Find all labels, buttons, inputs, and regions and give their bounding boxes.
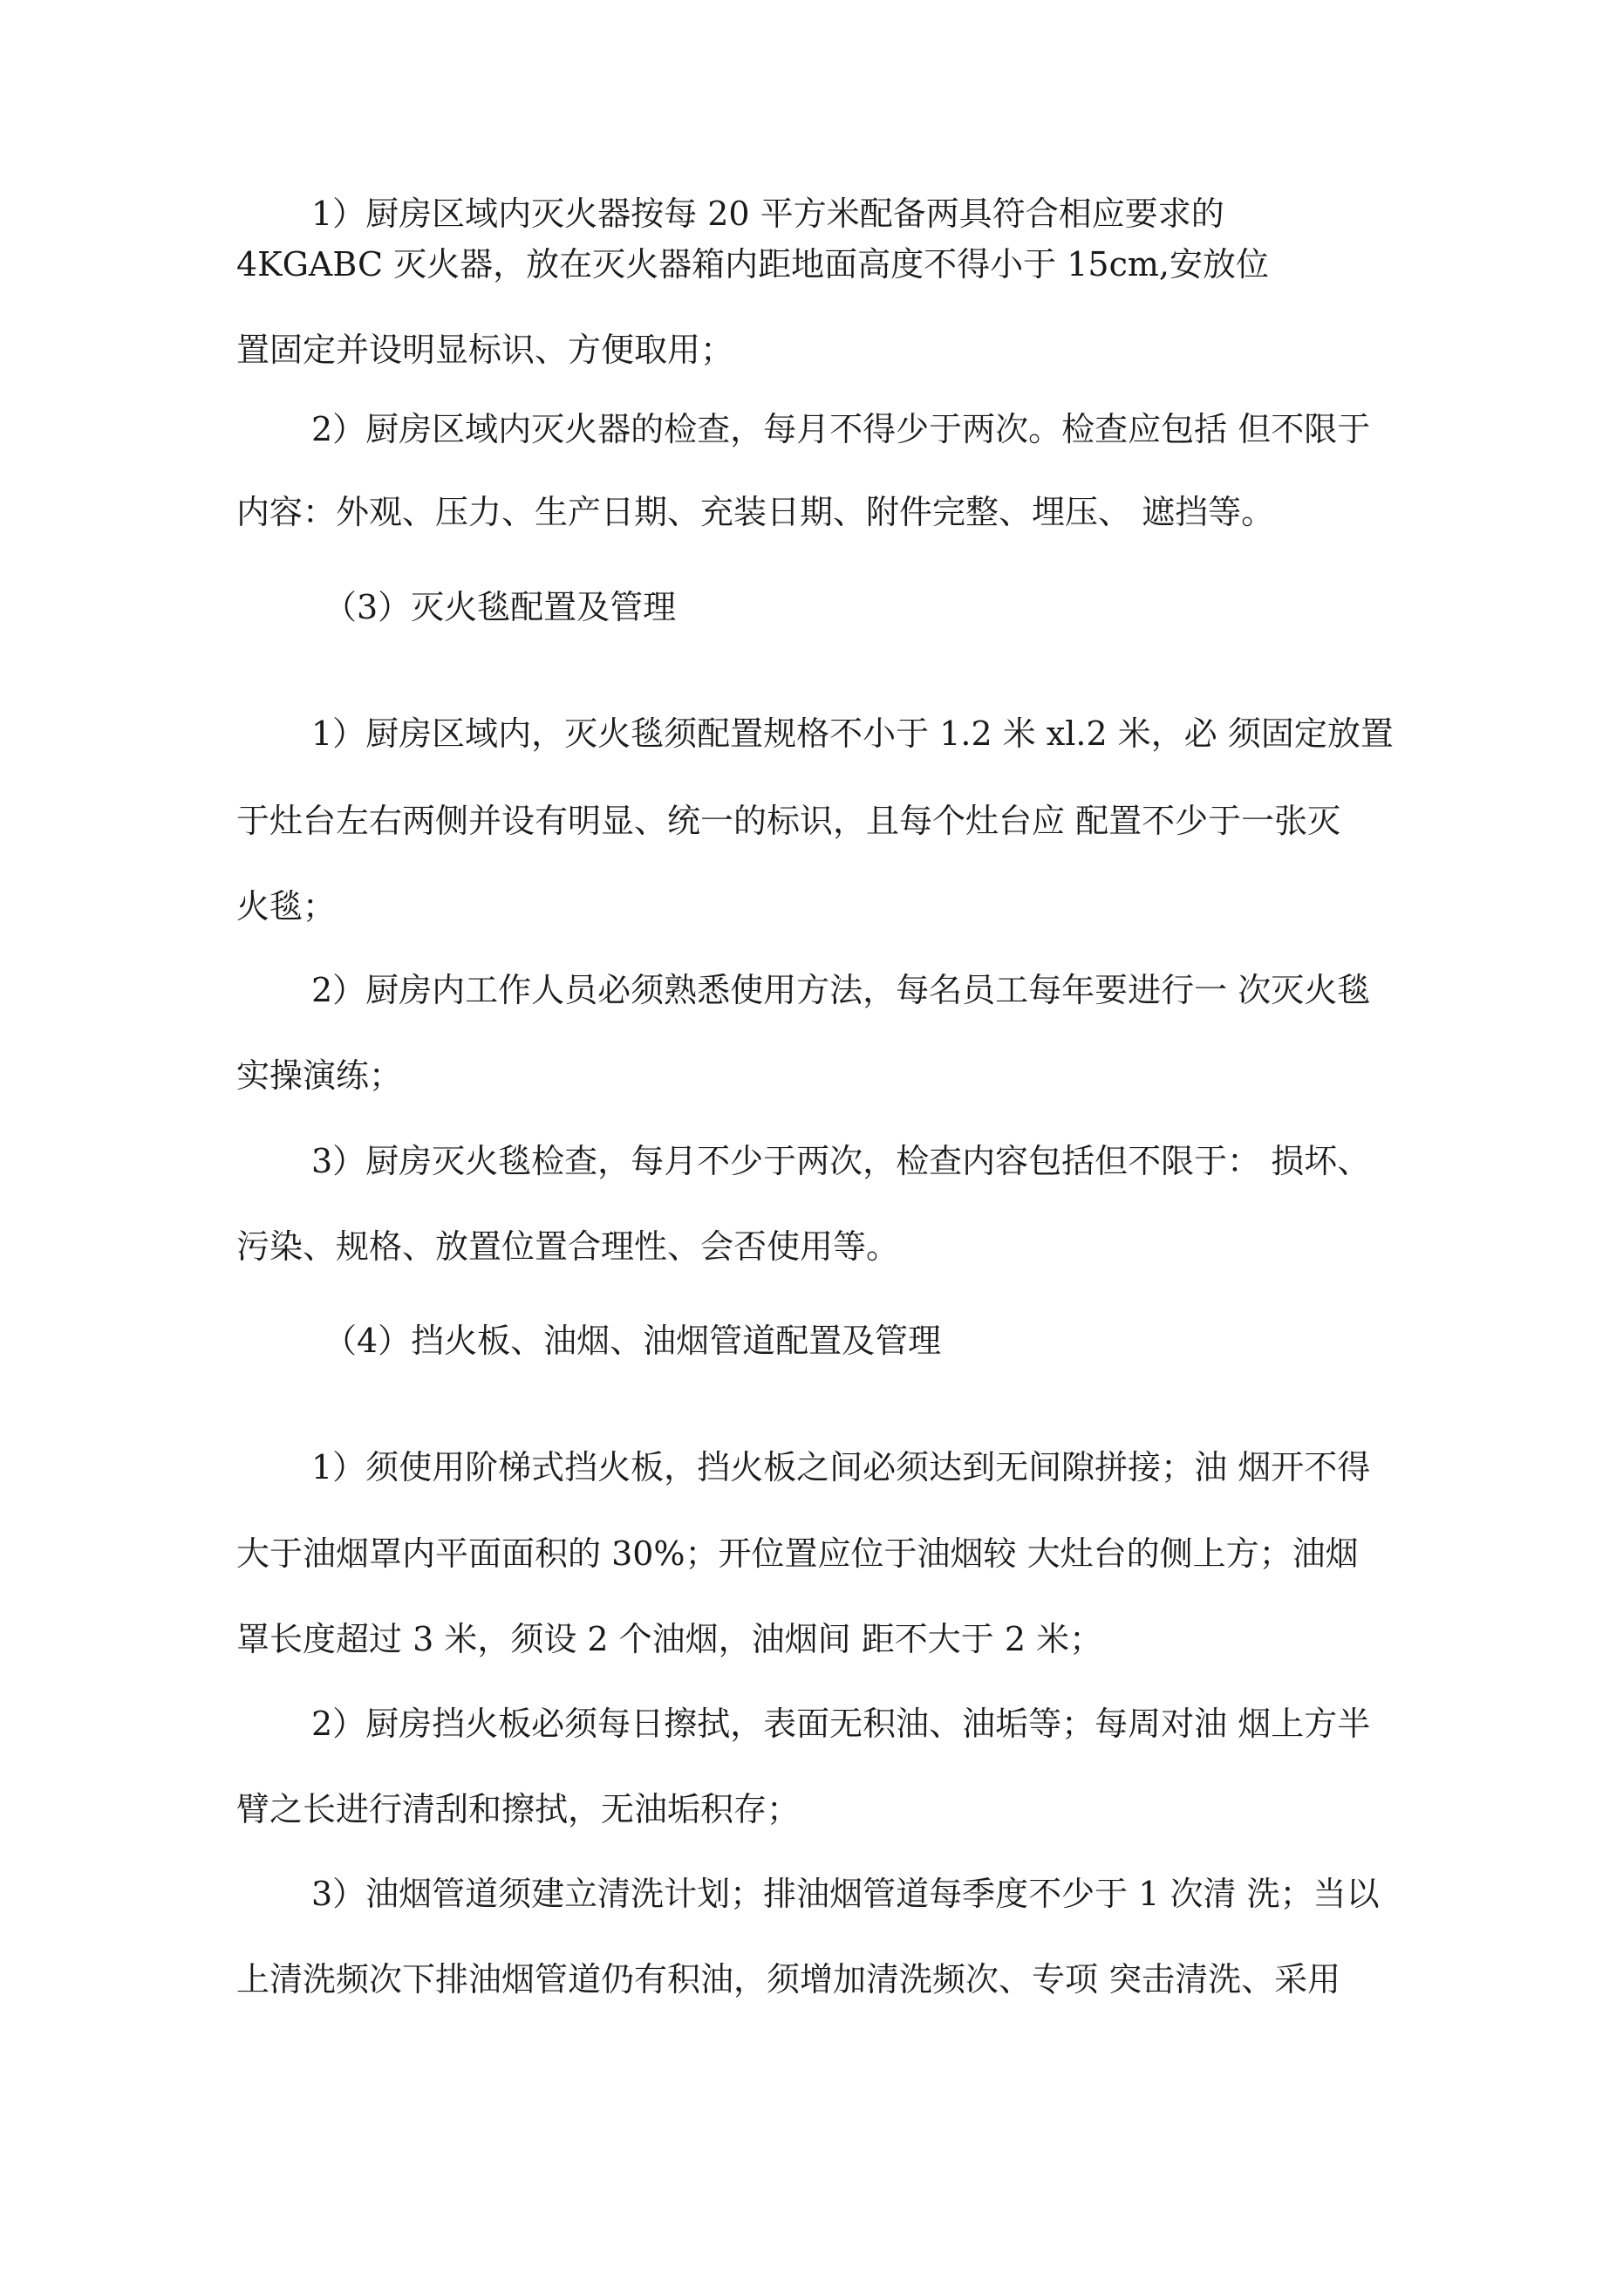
line-19: 臂之长进行清刮和擦拭，无油垢积存； [236,1790,801,1828]
line-16: 大于油烟罩内平面面积的 30%；开位置应位于油烟较 大灶台的侧上方；油烟 [236,1534,1359,1573]
line-5: 内容：外观、压力、生产日期、充装日期、附件完整、埋压、 遮挡等。 [236,493,1275,531]
line-10: 2）厨房内工作人员必须熟悉使用方法，每名员工每年要进行一 次灭火毯 [311,971,1371,1009]
section-heading-3: （3）灭火毯配置及管理 [324,588,677,626]
line-2: 4KGABC 灭火器，放在灭火器箱内距地面高度不得小于 15cm,安放位 [236,245,1269,284]
line-1: 1）厨房区域内灭火器按每 20 平方米配备两具符合相应要求的 [311,195,1224,233]
section-heading-4: （4）挡火板、油烟、油烟管道配置及管理 [324,1322,942,1360]
line-7: 1）厨房区域内，灭火毯须配置规格不小于 1.2 米 xl.2 米，必 须固定放置 [311,714,1394,753]
line-20: 3）油烟管道须建立清洗计划；排油烟管道每季度不少于 1 次清 洗；当以 [311,1875,1380,1913]
line-11: 实操演练； [236,1056,403,1095]
line-18: 2）厨房挡火板必须每日擦拭，表面无积油、油垢等；每周对油 烟上方半 [311,1705,1371,1743]
line-12: 3）厨房灭火毯检查，每月不少于两次，检查内容包括但不限于： 损坏、 [311,1142,1371,1180]
line-15: 1）须使用阶梯式挡火板，挡火板之间必须达到无间隙拼接；油 烟开不得 [311,1448,1371,1486]
line-8: 于灶台左右两侧并设有明显、统一的标识，且每个灶台应 配置不少于一张灭 [236,802,1341,840]
line-21: 上清洗频次下排油烟管道仍有积油，须增加清洗频次、专项 突击清洗、采用 [236,1960,1341,1999]
line-4: 2）厨房区域内灭火器的检查，每月不得少于两次。检查应包括 但不限于 [311,410,1371,448]
line-3: 置固定并设明显标识、方便取用； [236,331,734,369]
line-13: 污染、规格、放置位置合理性、会否使用等。 [236,1227,900,1266]
line-9: 火毯； [236,887,337,926]
line-17: 罩长度超过 3 米，须设 2 个油烟，油烟间 距不大于 2 米； [236,1620,1103,1658]
